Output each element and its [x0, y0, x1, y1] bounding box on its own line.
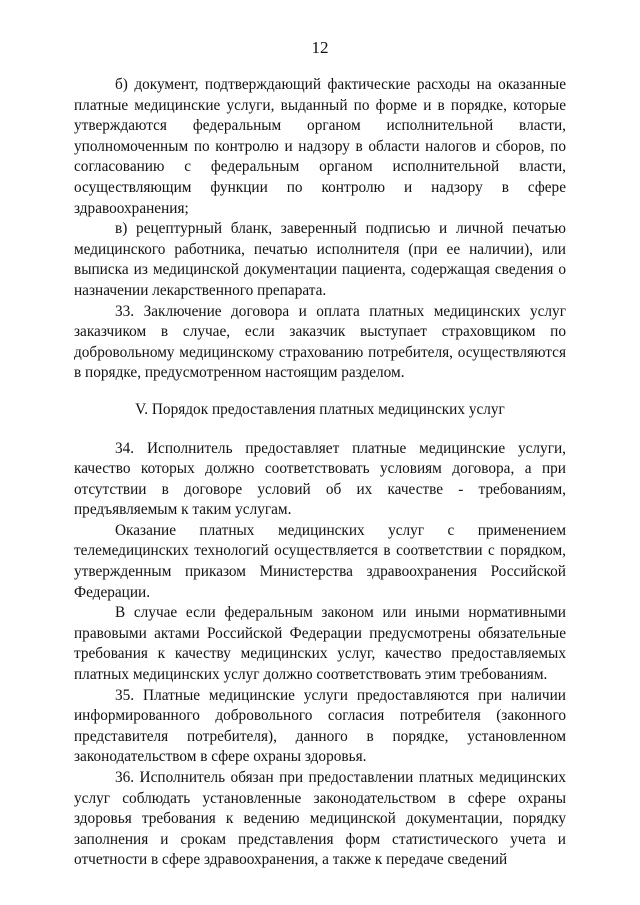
paragraph-36: 36. Исполнитель обязан при предоставлении платных медицинских услуг соблюдать установленные законодательством в сфере охраны здоровья требования к ведению медицинской документации, порядку заполнения и срокам представления форм статистического учета и отчетности в сфере здравоохранения, а также к передаче сведений: [74, 769, 566, 869]
page-number: 12: [311, 38, 329, 57]
paragraph-33: 33. Заключение договора и оплата платных медицинских услуг заказчиком в случае, если заказчик выступает страховщиком по добровольному медицинскому страхованию потребителя, осуществляются в порядке, предусмотренном настоящим разделом.: [74, 302, 566, 382]
paragraph-telemedicine: Оказание платных медицинских услуг с применением телемедицинских технологий осуществляется в соответствии с порядком, утвержденным приказом Министерства здравоохранения Российской Федерации.: [74, 521, 566, 601]
paragraph-quality-requirements: В случае если федеральным законом или иными нормативными правовыми актами Российской Федерации предусмотрены обязательные требования к качеству медицинских услуг, качество предоставляемых платных медицинских услуг должно соответствовать этим требованиям.: [74, 604, 566, 684]
paragraph-item-b: б) документ, подтверждающий фактические расходы на оказанные платные медицинские услуги, выданный по форме и в порядке, которые утверждаются федеральным органом исполнительной власти, уполномоченным по контролю и надзору в области налогов и сборов, по согласованию с федеральным органом исполнительной власти, осуществляющим функции по контролю и надзору в сфере здравоохранения;: [74, 76, 566, 217]
document-body: [74, 75, 566, 871]
paragraph-34: 34. Исполнитель предоставляет платные медицинские услуги, качество которых должно соответствовать условиям договора, а при отсутствии в договоре условий об их качестве - требованиям, предъявляемым к таким услугам.: [74, 439, 566, 519]
section-heading: V. Порядок предоставления платных медицинских услуг: [135, 400, 505, 418]
paragraph-item-v: в) рецептурный бланк, заверенный подписью и личной печатью медицинского работника, печатью исполнителя (при ее наличии), или выписка из медицинской документации пациента, содержащая сведения о назначении лекарственного препарата.: [74, 220, 566, 299]
paragraph-35: 35. Платные медицинские услуги предоставляются при наличии информированного добровольного согласия потребителя (законного представителя потребителя), данного в порядке, установленном законодательством в сфере охраны здоровья.: [74, 686, 566, 766]
